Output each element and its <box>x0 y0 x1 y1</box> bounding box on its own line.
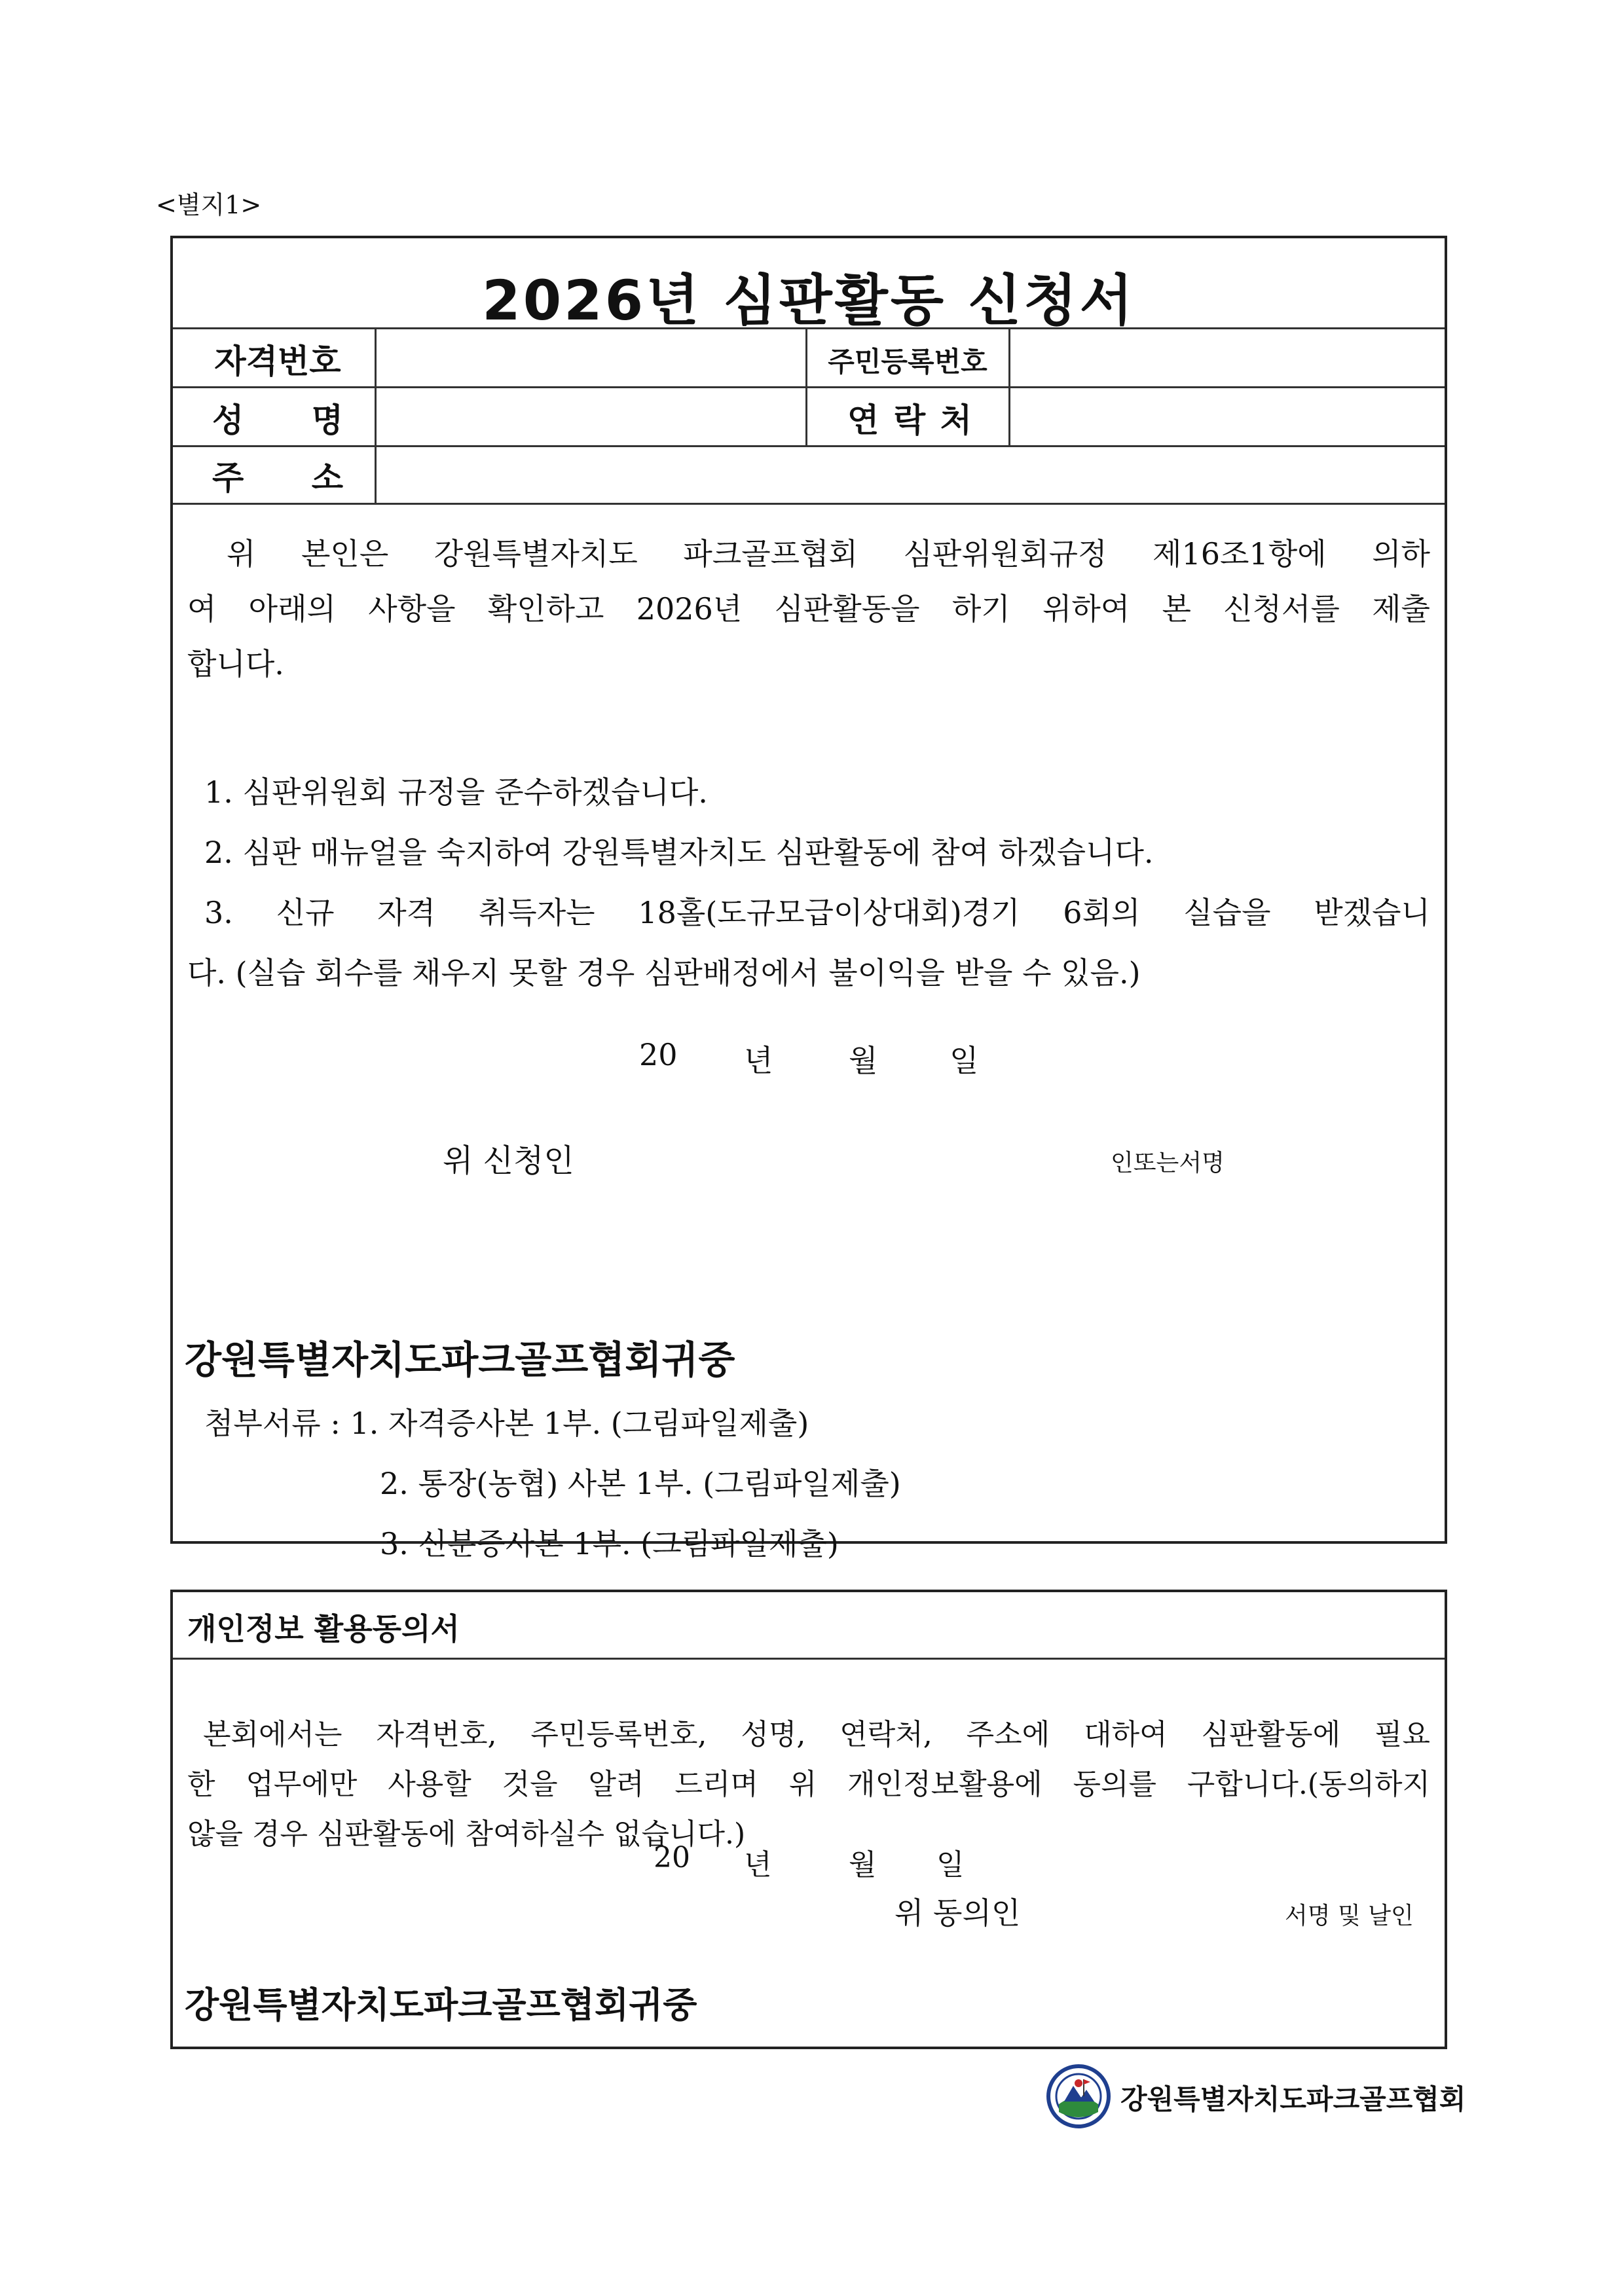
address-field[interactable] <box>380 448 1442 500</box>
resident-no-field[interactable] <box>1014 330 1442 384</box>
appendix-label: <별지1> <box>156 191 262 219</box>
contact-field[interactable] <box>1014 389 1442 443</box>
consent-title: 개인정보 활용동의서 <box>187 1611 460 1647</box>
association-logo <box>1044 2064 1466 2129</box>
recipient: 강원특별자치도파크골프협회귀중 <box>185 1338 735 1382</box>
attachments-label: 첨부서류 : <box>204 1406 341 1441</box>
name-field[interactable] <box>380 389 802 443</box>
address-label: 주 소 <box>212 459 343 497</box>
application-form <box>170 236 1447 1561</box>
name-label: 성 명 <box>212 401 343 439</box>
consent-recipient: 강원특별자치도파크골프협회귀중 <box>185 1984 697 2026</box>
logo-text: 강원특별자치도파크골프협회 <box>1120 2083 1466 2115</box>
list-item: 다. (실습 회수를 채우지 못할 경우 심판배정에서 불이익을 받을 수 있음.) <box>187 955 1141 991</box>
pledge-list <box>173 762 1445 1003</box>
resident-no-label: 주민등록번호 <box>828 346 987 378</box>
qualification-no-label: 자격번호 <box>214 342 341 380</box>
applicant-label: 위 신청인 <box>443 1142 574 1179</box>
contact-label: 연 락 처 <box>847 401 972 439</box>
form-title: 2026년 심판활동 신청서 <box>482 268 1135 333</box>
attachments <box>204 1393 901 1574</box>
attachment-item: 1. 자격증사본 1부. (그림파일제출) <box>350 1406 809 1441</box>
attachment-item: 2. 통장(농협) 사본 1부. (그림파일제출) <box>380 1466 901 1501</box>
sign-note: 서명 및 날인 <box>1285 1903 1414 1929</box>
list-item: 3. 신규 자격 취득자는 18홀(도규모급이상대회)경기 6회의 실습을 받겠습니 <box>204 895 1430 930</box>
consent-form <box>170 1590 1447 2049</box>
association-emblem-icon <box>1044 2064 1113 2129</box>
attachment-item: 3. 신분증사본 1부. (그림파일제출) <box>380 1526 839 1561</box>
list-item: 1. 심판위원회 규정을 준수하겠습니다. <box>204 774 708 810</box>
application-date: 20 년 월 일 <box>639 1037 979 1078</box>
consenter-label: 위 동의인 <box>895 1895 1021 1931</box>
qualification-no-field[interactable] <box>380 330 802 384</box>
seal-note: 인또는서명 <box>1111 1150 1225 1176</box>
consent-paragraph: 본회에서는 자격번호, 주민등록번호, 성명, 연락처, 주소에 대하여 심판활동에 필요 한 업무에만 사용할 것을 알려 드리며 위 개인정보활용에 동의를 구합니다.(동의하지 않을 경우 심판활동에 참여하실수 없습니다.) <box>187 1718 1430 1851</box>
consent-date: 20 년 월 일 <box>654 1841 965 1882</box>
list-item: 2. 심판 매뉴얼을 숙지하여 강원특별자치도 심판활동에 참여 하겠습니다. <box>204 835 1154 870</box>
intro-paragraph: 위 본인은 강원특별자치도 파크골프협회 심판위원회규정 제16조1항에 의하 여 아래의 사항을 확인하고 2026년 심판활동을 하기 위하여 본 신청서를 제출 합니다. <box>187 536 1430 682</box>
